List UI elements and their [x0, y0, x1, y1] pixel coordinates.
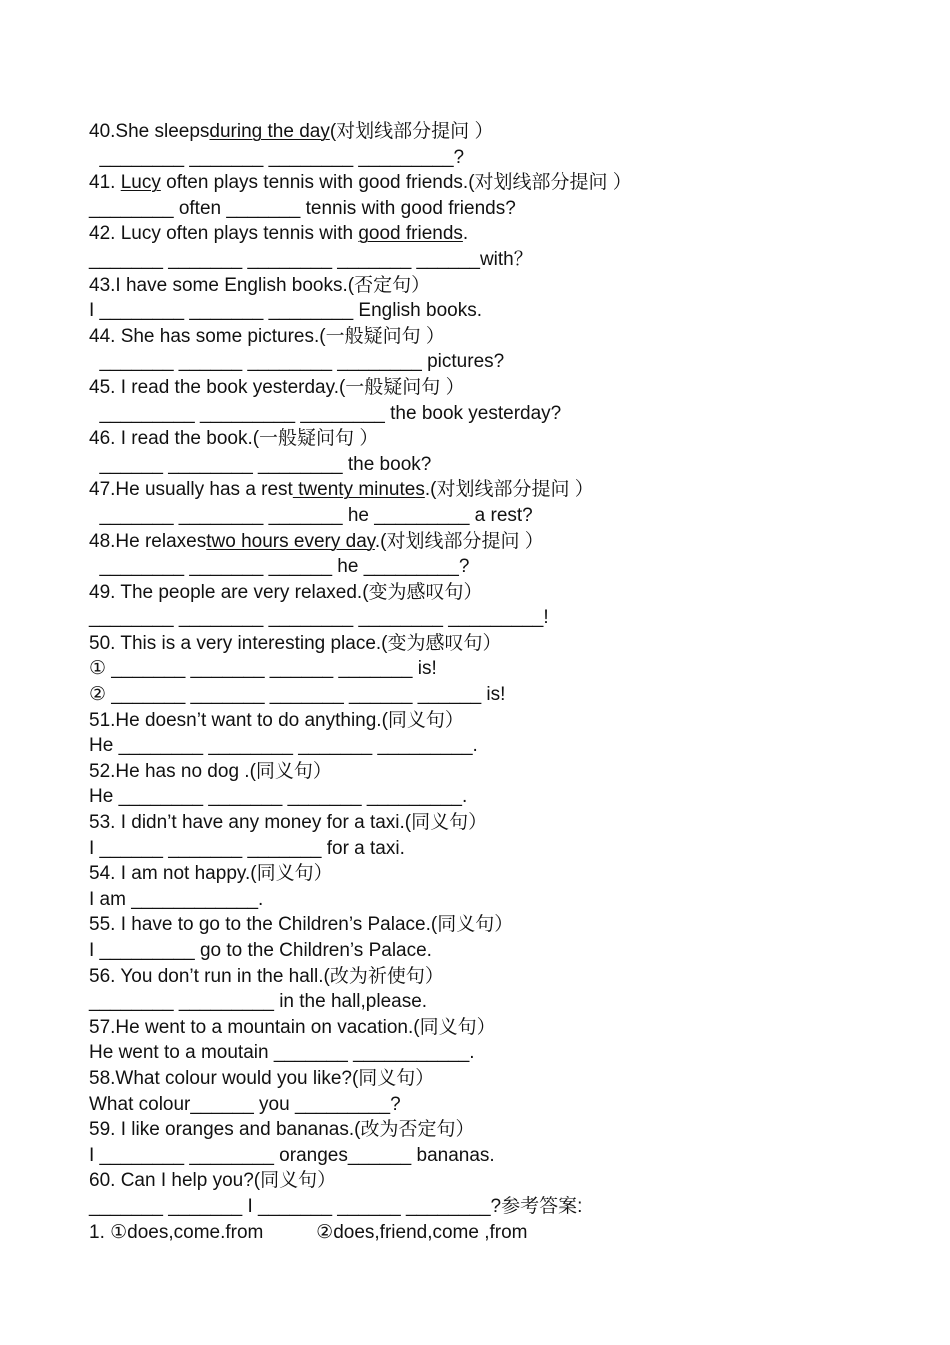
- worksheet-line: [89, 247, 929, 273]
- line-text: 48.He relaxes: [89, 530, 207, 552]
- worksheet-line: [89, 529, 929, 555]
- line-text: I ________ ________ oranges______ bananas.: [89, 1144, 495, 1166]
- line-text: _______ _______ I _______ ______ ________?参考答案:: [89, 1195, 583, 1217]
- worksheet-line: [89, 1220, 929, 1246]
- worksheet-line: [89, 1168, 929, 1194]
- line-text: 49. The people are very relaxed.(变为感叹句）: [89, 581, 483, 603]
- line-text: 50. This is a very interesting place.(变为感叹句）: [89, 632, 502, 654]
- line-text: What colour______ you _________?: [89, 1093, 401, 1115]
- worksheet-line: [89, 298, 929, 324]
- line-text: 1. ①does,come.from ②does,friend,come ,from: [89, 1221, 528, 1243]
- line-text: ② _______ _______ _______ ______ ______ is!: [89, 684, 506, 706]
- line-text: I ______ _______ _______ for a taxi.: [89, 837, 405, 859]
- line-text: I am ____________.: [89, 888, 264, 910]
- worksheet-line: [89, 631, 929, 657]
- line-text: ________ _______ ______ he _________?: [89, 556, 470, 578]
- line-text: 55. I have to go to the Children’s Palace.(同义句）: [89, 914, 514, 936]
- underlined-phrase: during the day: [209, 121, 330, 142]
- worksheet-line: [89, 708, 929, 734]
- worksheet-line: [89, 1040, 929, 1066]
- worksheet-line: [89, 810, 929, 836]
- line-text: often plays tennis with good friends.(对划线部分提问 ）: [160, 172, 632, 194]
- worksheet-line: [89, 324, 929, 350]
- worksheet-line: [89, 119, 929, 145]
- worksheet-line: [89, 1092, 929, 1118]
- line-text: He went to a moutain _______ ___________.: [89, 1042, 475, 1064]
- worksheet-line: [89, 221, 929, 247]
- line-text: .: [462, 223, 469, 245]
- worksheet-line: [89, 682, 929, 708]
- line-text: 54. I am not happy.(同义句）: [89, 863, 333, 885]
- underlined-phrase: two hours every day: [206, 530, 375, 552]
- line-text: 40.She sleeps: [89, 121, 210, 142]
- line-text: I _________ go to the Children’s Palace.: [89, 940, 432, 961]
- worksheet-line: [89, 426, 929, 452]
- line-text: ________ often _______ tennis with good friends?: [89, 197, 516, 219]
- underlined-phrase: twenty minutes: [292, 479, 425, 501]
- underlined-phrase: Lucy: [120, 172, 161, 194]
- worksheet-line: [89, 349, 929, 375]
- line-text: I ________ _______ ________ English books.: [89, 300, 483, 322]
- worksheet-line: [89, 861, 929, 887]
- worksheet-line: [89, 1066, 929, 1092]
- line-text: 47.He usually has a rest: [89, 479, 293, 501]
- line-text: 53. I didn’t have any money for a taxi.(同义句）: [89, 812, 488, 834]
- line-text: ________ _______ ________ _________?: [89, 146, 465, 168]
- line-text: 44. She has some pictures.(一般疑问句 ）: [89, 325, 445, 347]
- line-text: 43.I have some English books.(否定句）: [89, 274, 431, 296]
- worksheet-line: [89, 836, 929, 862]
- line-text: 56. You don’t run in the hall.(改为祈使句）: [89, 965, 444, 987]
- line-text: _______ ________ _______ he _________ a rest?: [89, 504, 533, 526]
- line-text: He ________ ________ _______ _________.: [89, 735, 478, 757]
- worksheet-line: [89, 759, 929, 785]
- line-text: (对划线部分提问 ）: [329, 121, 494, 142]
- worksheet-line: [89, 452, 929, 478]
- worksheet-line: [89, 1194, 929, 1220]
- worksheet-line: [89, 503, 929, 529]
- worksheet-line: [89, 170, 929, 196]
- line-text: ________ ________ ________ ________ _________!: [89, 607, 549, 629]
- worksheet-line: [89, 887, 929, 913]
- worksheet-line: [89, 605, 929, 631]
- worksheet-line: [89, 477, 929, 503]
- line-text: .(对划线部分提问 ）: [424, 479, 594, 501]
- line-text: 46. I read the book.(一般疑问句 ）: [89, 428, 379, 450]
- line-text: _______ _______ ________ _______ ______with？: [89, 248, 533, 270]
- exercise-lines: [89, 119, 929, 1245]
- worksheet-line: [89, 938, 929, 964]
- worksheet-line: [89, 1117, 929, 1143]
- line-text: 59. I like oranges and bananas.(改为否定句）: [89, 1119, 475, 1141]
- line-text: 60. Can I help you?(同义句）: [89, 1170, 337, 1192]
- line-text: 51.He doesn’t want to do anything.(同义句）: [89, 709, 464, 731]
- line-text: He ________ _______ _______ _________.: [89, 786, 468, 808]
- line-text: 45. I read the book yesterday.(一般疑问句 ）: [89, 376, 465, 398]
- line-text: 52.He has no dog .(同义句）: [89, 760, 332, 782]
- worksheet-line: [89, 656, 929, 682]
- line-text: _________ _________ ________ the book yesterday?: [89, 402, 562, 424]
- line-text: 42. Lucy often plays tennis with: [89, 223, 359, 245]
- line-text: ① _______ _______ ______ _______ is!: [89, 658, 437, 680]
- line-text: ________ _________ in the hall,please.: [89, 991, 428, 1013]
- line-text: 58.What colour would you like?(同义句）: [89, 1067, 435, 1089]
- worksheet-line: [89, 1015, 929, 1041]
- worksheet-line: [89, 733, 929, 759]
- worksheet-line: [89, 273, 929, 299]
- worksheet-line: [89, 964, 929, 990]
- line-text: 57.He went to a mountain on vacation.(同义句）: [89, 1016, 496, 1038]
- worksheet-line: [89, 580, 929, 606]
- worksheet-line: [89, 196, 929, 222]
- line-text: ______ ________ ________ the book?: [89, 453, 432, 475]
- line-text: _______ ______ ________ ________ pictures?: [89, 351, 505, 373]
- worksheet-line: [89, 554, 929, 580]
- worksheet-line: [89, 989, 929, 1015]
- worksheet-line: [89, 375, 929, 401]
- line-text: .(对划线部分提问 ）: [374, 530, 544, 552]
- line-text: 41.: [89, 172, 121, 194]
- worksheet-line: [89, 1143, 929, 1169]
- worksheet-line: [89, 401, 929, 427]
- underlined-phrase: good friends: [358, 223, 463, 245]
- worksheet-line: [89, 145, 929, 171]
- worksheet-line: [89, 784, 929, 810]
- worksheet-line: [89, 912, 929, 938]
